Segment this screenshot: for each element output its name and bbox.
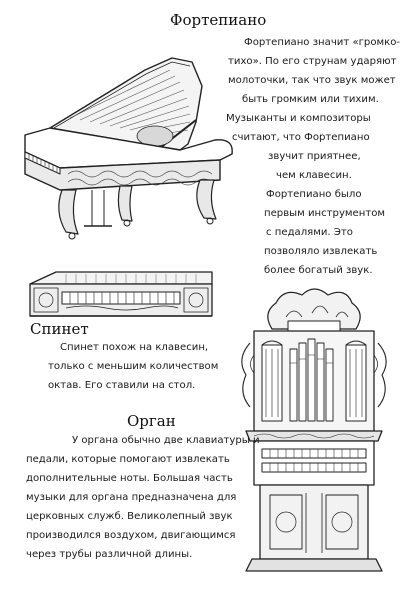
piano-title: Фортепиано: [170, 11, 267, 29]
organ-description: [26, 431, 260, 564]
text-line: педали, которые помогают извлекать: [26, 454, 230, 465]
text-line: позволяло извлекать: [264, 246, 378, 257]
text-line: музыки для органа предназначена для: [26, 492, 237, 503]
text-line: с педалями. Это: [266, 227, 353, 238]
text-line: Фортепиано было: [266, 189, 362, 200]
text-line: молоточки, так что звук может: [228, 75, 396, 86]
text-line: первым инструментом: [264, 208, 386, 219]
text-line: более богатый звук.: [264, 265, 373, 276]
text-line: Фортепиано значит «громко-: [244, 37, 401, 48]
spinet-title: Спинет: [30, 320, 89, 338]
text-line: церковных служб. Великолепный звук: [26, 511, 233, 522]
text-line: через трубы различной длины.: [26, 549, 193, 560]
text-line: звучит приятнее,: [268, 151, 361, 162]
text-line: считают, что Фортепиано: [232, 132, 370, 143]
text-line: Спинет похож на клавесин,: [60, 342, 209, 353]
text-line: октав. Его ставили на стол.: [48, 380, 196, 391]
text-line: производился воздухом, двигающимся: [26, 530, 236, 541]
text-line: Музыканты и композиторы: [226, 113, 371, 124]
text-line: тихо». По его струнам ударяют: [228, 56, 397, 67]
text-line: только с меньшим количеством: [48, 361, 219, 372]
organ-title: Орган: [127, 412, 176, 430]
text-line: У органа обычно две клавиатуры и: [72, 435, 260, 446]
spinet-description: [48, 338, 218, 395]
text-line: быть громким или тихим.: [242, 94, 379, 105]
text-line: дополнительные ноты. Большая часть: [26, 473, 233, 484]
text-line: чем клавесин.: [276, 170, 352, 181]
piano-description: [0, 33, 404, 280]
